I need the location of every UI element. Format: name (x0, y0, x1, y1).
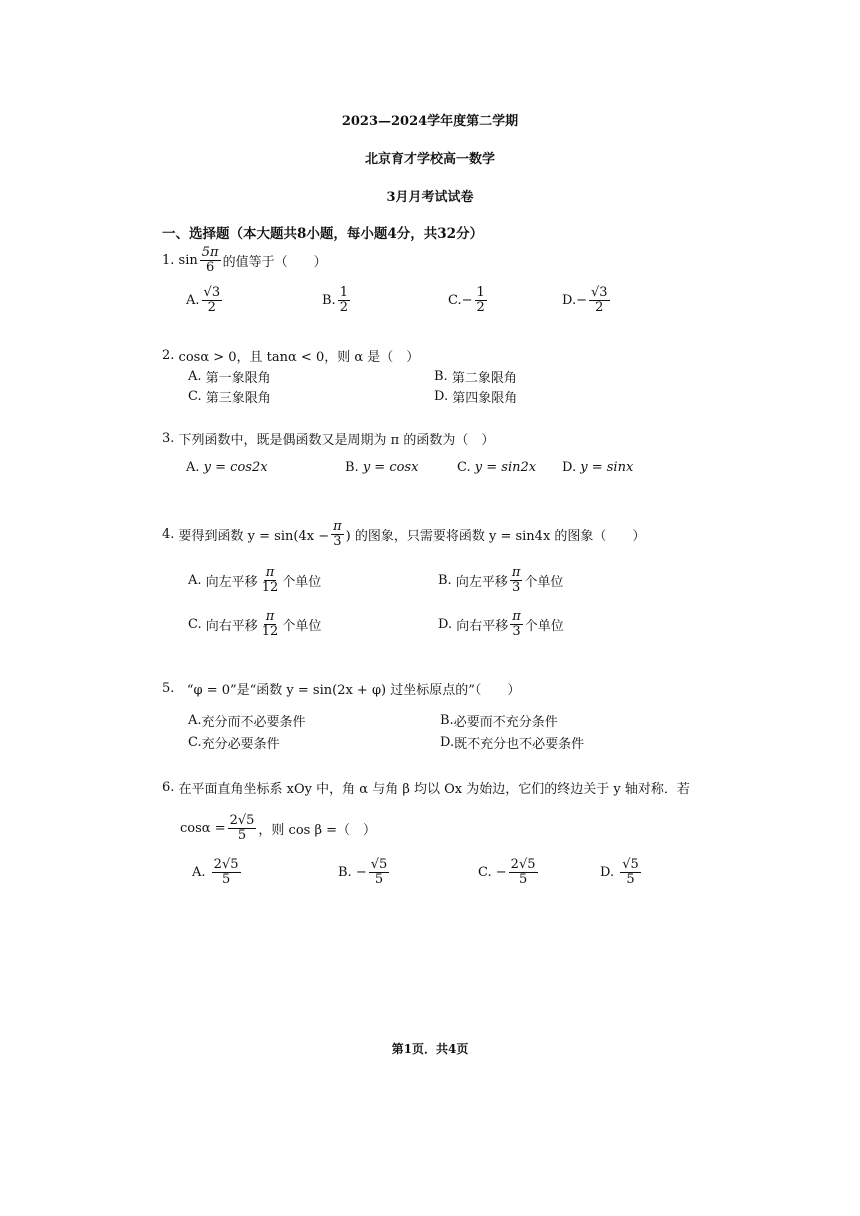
fraction-numerator: √3 (591, 285, 608, 300)
question-5-option-b (440, 711, 558, 730)
option-text: 必要而不充分条件 (453, 715, 558, 730)
question-3-stem (162, 429, 494, 448)
fraction-numerator: √5 (370, 857, 388, 872)
option-text: 向左平移 (205, 574, 258, 590)
fraction-denominator: 5 (221, 871, 231, 887)
option-label: C. (457, 460, 471, 475)
option-label: D. (562, 292, 577, 308)
question-4-option-a (188, 566, 321, 594)
option-label: B. (338, 864, 352, 880)
fraction (369, 858, 390, 886)
question-number: 1. (162, 252, 175, 268)
question-text: cosα > 0，且 tanα < 0，则 α 是（ ） (178, 350, 420, 365)
question-1-stem (162, 246, 327, 274)
question-number: 3. (162, 431, 175, 446)
question-text: 要得到函数 y = sin(4x − (178, 528, 330, 544)
question-1-option-a (186, 286, 224, 314)
option-text: 个单位 (282, 574, 322, 590)
fraction-denominator: 2 (595, 299, 604, 315)
question-3-option-c (457, 460, 536, 475)
question-1-option-b (322, 286, 352, 314)
option-label: A. (186, 292, 200, 308)
option-text: 第一象限角 (205, 371, 271, 386)
option-sign: − (461, 292, 473, 308)
exam-term: 2023—2024学年度第二学期 (341, 114, 519, 129)
fraction-numerator: π (511, 565, 521, 580)
fraction-denominator: 5 (237, 827, 247, 843)
option-sign: − (576, 292, 587, 308)
fraction-denominator: 5 (626, 871, 635, 887)
option-label: A. (192, 864, 206, 880)
option-text: y = sinx (580, 460, 634, 475)
fraction (260, 566, 281, 594)
exam-title: 3月月考试试卷 (386, 190, 474, 205)
fraction (331, 520, 344, 548)
fraction (228, 814, 257, 842)
option-label: D. (440, 735, 455, 750)
page-footer: 第1页．共4页 (391, 1042, 469, 1056)
question-4-option-d (438, 610, 564, 638)
option-text: 个单位 (524, 574, 564, 590)
question-text: 的值等于（ ） (222, 254, 327, 270)
option-label: A. (188, 369, 202, 384)
fraction (510, 566, 523, 594)
option-text: 第四象限角 (452, 391, 518, 406)
exam-school: 北京育才学校高一数学 (364, 152, 495, 167)
fraction-denominator: 2 (339, 299, 348, 315)
option-text: 向右平移 (456, 618, 509, 634)
fraction-numerator: π (333, 519, 342, 534)
option-label: D. (600, 864, 615, 880)
option-label: C. (188, 389, 202, 404)
fraction (200, 246, 221, 274)
fraction-denominator: 5 (374, 871, 384, 887)
option-label: D. (434, 389, 449, 404)
option-text: 充分而不必要条件 (201, 715, 306, 730)
option-label: A. (188, 713, 202, 728)
question-4-stem (162, 520, 645, 548)
fraction-numerator: 1 (339, 285, 348, 300)
option-label: C. (188, 616, 202, 632)
option-text: y = cos2x (203, 460, 268, 475)
question-6-stem-line2 (180, 814, 376, 842)
question-6-option-b (338, 858, 391, 886)
fraction-numerator: π (512, 609, 521, 624)
fraction-numerator: 2√5 (510, 857, 536, 872)
question-number: 6. (162, 780, 175, 795)
option-text: 第三象限角 (205, 391, 271, 406)
question-6-stem (162, 778, 690, 797)
option-label: B. (322, 292, 336, 308)
option-label: B. (440, 713, 454, 728)
option-label: C. (188, 735, 202, 750)
fraction-numerator: 2√5 (229, 813, 255, 828)
option-label: B. (345, 460, 359, 475)
fraction-numerator: 1 (476, 285, 485, 300)
option-label: A. (186, 460, 200, 475)
question-1-option-d (562, 286, 612, 314)
fraction-denominator: 12 (261, 579, 279, 595)
option-label: B. (438, 572, 452, 588)
question-number: 4. (162, 526, 175, 542)
fraction-denominator: 3 (511, 579, 521, 595)
option-label: C. (448, 292, 462, 308)
question-text: 下列函数中，既是偶函数又是周期为 π 的函数为（ ） (178, 433, 495, 448)
fraction (202, 286, 223, 314)
fraction (510, 610, 523, 638)
question-text: ) 的图象，只需要将函数 y = sin4x 的图象（ ） (345, 528, 646, 544)
fraction (212, 858, 241, 886)
question-3-option-b (345, 460, 418, 475)
question-text: ，则 cos β =（ ） (258, 822, 377, 838)
fraction (509, 858, 538, 886)
question-number: 5. (162, 681, 175, 696)
fraction (338, 286, 350, 314)
fraction-denominator: 3 (512, 623, 521, 639)
question-6-option-d (600, 858, 643, 886)
question-2-stem (162, 346, 419, 365)
section-title: 一、选择题（本大题共8小题，每小题4分，共32分） (162, 226, 484, 242)
question-5-option-a (188, 711, 306, 730)
question-2-option-a (188, 367, 271, 386)
question-2-option-d (434, 387, 517, 406)
fraction-denominator: 6 (206, 259, 215, 275)
fraction (475, 286, 487, 314)
fraction-denominator: 3 (333, 533, 342, 549)
fraction (589, 286, 610, 314)
question-2-option-c (188, 387, 271, 406)
fraction-denominator: 2 (207, 299, 216, 315)
option-text: 个单位 (282, 618, 322, 634)
fraction-numerator: 2√5 (213, 857, 239, 872)
option-text: 向左平移 (455, 574, 508, 590)
fraction-numerator: √5 (622, 857, 639, 872)
fraction-denominator: 12 (261, 623, 279, 639)
question-6-option-c (478, 858, 540, 886)
fraction-numerator: 5π (201, 245, 219, 260)
question-5-stem (162, 679, 520, 698)
option-text: y = sin2x (474, 460, 537, 475)
option-text: 既不充分也不必要条件 (454, 737, 585, 752)
question-4-option-c (188, 610, 321, 638)
option-text: y = cosx (362, 460, 419, 475)
option-text: 个单位 (524, 618, 564, 634)
fraction-denominator: 5 (518, 871, 528, 887)
option-sign: − (495, 864, 507, 880)
fraction-numerator: π (265, 609, 275, 624)
option-label: D. (438, 616, 453, 632)
option-label: A. (188, 572, 202, 588)
option-label: B. (434, 369, 448, 384)
question-text: “φ = 0”是“函数 y = sin(2x + φ) 过坐标原点的”（ ） (186, 683, 521, 698)
fraction-denominator: 2 (476, 299, 485, 315)
option-text: 充分必要条件 (201, 737, 280, 752)
question-5-option-c (188, 733, 280, 752)
question-4-option-b (438, 566, 563, 594)
question-text: cosα = (180, 820, 226, 836)
fraction (260, 610, 281, 638)
option-label: C. (478, 864, 492, 880)
fraction-numerator: π (265, 565, 275, 580)
option-text: 向右平移 (205, 618, 258, 634)
question-text: 在平面直角坐标系 xOy 中，角 α 与角 β 均以 Ox 为始边，它们的终边关于 y 轴对称．若 (178, 782, 690, 797)
question-6-option-a (192, 858, 243, 886)
question-text: sin (178, 252, 198, 268)
fraction (620, 858, 641, 886)
question-3-option-d (562, 460, 633, 475)
fraction-numerator: √3 (203, 285, 221, 300)
option-label: D. (562, 460, 577, 475)
question-5-option-d (440, 733, 584, 752)
option-text: 第二象限角 (451, 371, 517, 386)
question-number: 2. (162, 348, 175, 363)
question-2-option-b (434, 367, 517, 386)
question-1-option-c (448, 286, 489, 314)
option-sign: − (355, 864, 367, 880)
question-3-option-a (186, 460, 268, 475)
